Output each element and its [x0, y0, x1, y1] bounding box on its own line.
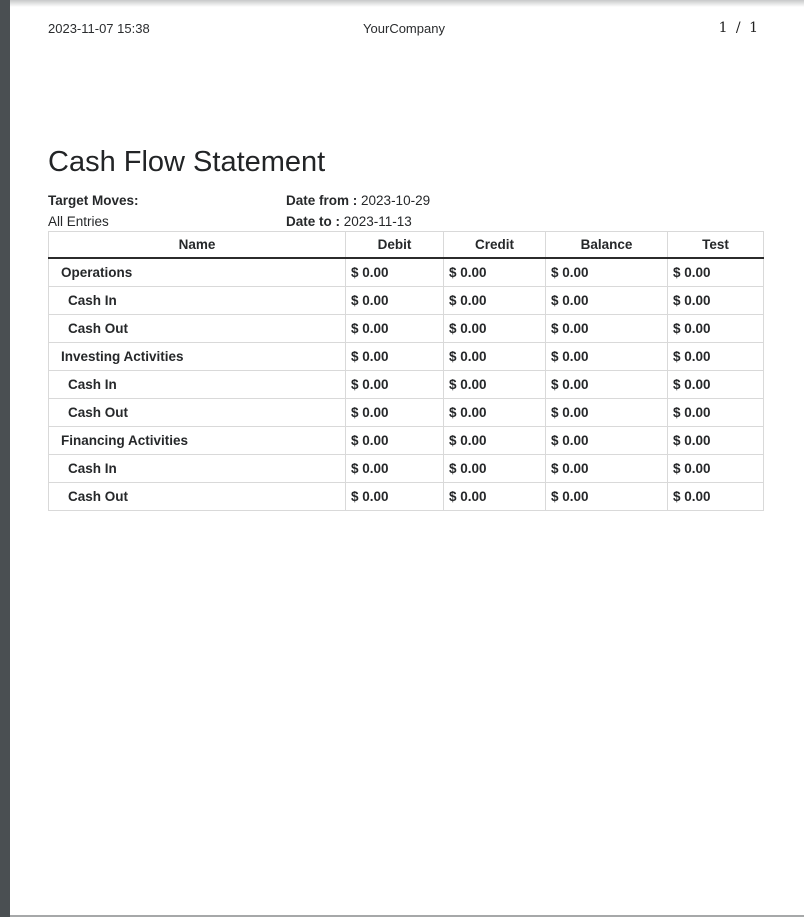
row-value-cell: $ 0.00: [444, 343, 546, 371]
row-value-cell: $ 0.00: [444, 371, 546, 399]
row-value-cell: $ 0.00: [546, 343, 668, 371]
row-value-cell: $ 0.00: [346, 455, 444, 483]
header-datetime: 2023-11-07 15:38: [48, 21, 150, 36]
row-value-cell: $ 0.00: [346, 343, 444, 371]
row-value-cell: $ 0.00: [346, 371, 444, 399]
row-value-cell: $ 0.00: [546, 258, 668, 287]
row-value-cell: $ 0.00: [444, 483, 546, 511]
table-row: [49, 483, 764, 511]
date-to-line: [286, 211, 430, 232]
target-moves-label: Target Moves:: [48, 193, 139, 208]
column-header-debit: Debit: [346, 232, 444, 259]
row-value-cell: $ 0.00: [346, 258, 444, 287]
column-header-test: Test: [668, 232, 764, 259]
row-value-cell: $ 0.00: [668, 371, 764, 399]
row-value-cell: $ 0.00: [346, 287, 444, 315]
row-name-cell: Operations: [49, 258, 346, 287]
row-value-cell: $ 0.00: [668, 315, 764, 343]
column-header-name: Name: [49, 232, 346, 259]
row-name-cell: Cash In: [49, 287, 346, 315]
top-shadow: [0, 0, 804, 7]
table-row: [49, 287, 764, 315]
row-value-cell: $ 0.00: [546, 315, 668, 343]
table-row: [49, 427, 764, 455]
target-moves-block: [48, 190, 286, 232]
column-header-balance: Balance: [546, 232, 668, 259]
row-name-cell: Financing Activities: [49, 427, 346, 455]
row-value-cell: $ 0.00: [546, 427, 668, 455]
table-header-row: [49, 232, 764, 259]
table-row: [49, 399, 764, 427]
table-row: [49, 258, 764, 287]
table-row: [49, 315, 764, 343]
row-value-cell: $ 0.00: [444, 427, 546, 455]
row-name-cell: Cash Out: [49, 399, 346, 427]
row-name-cell: Cash In: [49, 455, 346, 483]
target-moves-value: All Entries: [48, 214, 109, 229]
table-row: [49, 343, 764, 371]
row-value-cell: $ 0.00: [444, 455, 546, 483]
row-value-cell: $ 0.00: [346, 399, 444, 427]
row-value-cell: $ 0.00: [444, 399, 546, 427]
column-header-credit: Credit: [444, 232, 546, 259]
date-from-label: Date from :: [286, 193, 358, 208]
row-value-cell: $ 0.00: [346, 427, 444, 455]
header-company-name: YourCompany: [363, 21, 445, 36]
row-value-cell: $ 0.00: [346, 315, 444, 343]
table-row: [49, 371, 764, 399]
row-value-cell: $ 0.00: [668, 287, 764, 315]
row-value-cell: $ 0.00: [546, 371, 668, 399]
date-range-block: [286, 190, 430, 232]
row-name-cell: Cash Out: [49, 315, 346, 343]
row-value-cell: $ 0.00: [346, 483, 444, 511]
row-value-cell: $ 0.00: [546, 483, 668, 511]
row-value-cell: $ 0.00: [444, 315, 546, 343]
table-row: [49, 455, 764, 483]
row-value-cell: $ 0.00: [546, 399, 668, 427]
cash-flow-table: [48, 231, 764, 511]
row-name-cell: Cash Out: [49, 483, 346, 511]
page-title: Cash Flow Statement: [48, 146, 326, 178]
date-to-value: 2023-11-13: [343, 214, 412, 229]
row-value-cell: $ 0.00: [546, 455, 668, 483]
row-name-cell: Cash In: [49, 371, 346, 399]
row-value-cell: $ 0.00: [668, 343, 764, 371]
report-filters: [48, 190, 430, 232]
row-name-cell: Investing Activities: [49, 343, 346, 371]
row-value-cell: $ 0.00: [668, 399, 764, 427]
date-to-label: Date to :: [286, 214, 340, 229]
row-value-cell: $ 0.00: [444, 258, 546, 287]
row-value-cell: $ 0.00: [668, 258, 764, 287]
row-value-cell: $ 0.00: [546, 287, 668, 315]
row-value-cell: $ 0.00: [444, 287, 546, 315]
date-from-value: 2023-10-29: [361, 193, 431, 208]
page-left-edge: [0, 0, 10, 917]
table-header: [49, 232, 764, 259]
row-value-cell: $ 0.00: [668, 427, 764, 455]
row-value-cell: $ 0.00: [668, 483, 764, 511]
report-header: [48, 21, 760, 37]
row-value-cell: $ 0.00: [668, 455, 764, 483]
date-from-line: [286, 190, 430, 211]
header-page-indicator: 1 / 1: [718, 20, 760, 36]
